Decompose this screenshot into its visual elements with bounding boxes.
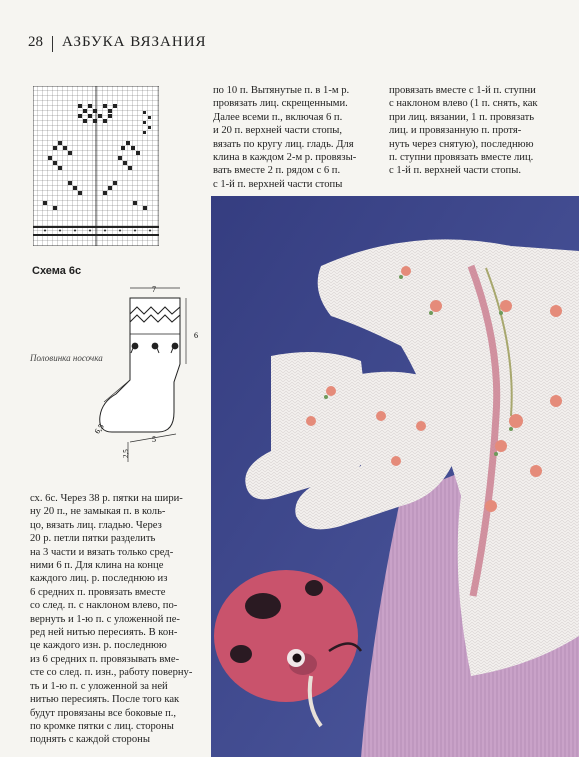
text-column-right <box>389 84 559 178</box>
dim-top: 7 <box>152 285 156 294</box>
text-line: провязать лиц. скрещенными. <box>213 98 348 110</box>
text-line: провязать вместе с 1-й п. ступни <box>389 85 536 96</box>
text-line: ними 6 п. Для клина на конце <box>30 560 164 572</box>
header-divider <box>52 36 53 52</box>
text-line: нуть через снятую), последнюю <box>389 138 534 150</box>
text-line: каждого лиц. р. последнюю из <box>30 573 168 585</box>
page-number: 28 <box>28 34 43 50</box>
text-line: вязать по кругу лиц. гладь. Для <box>213 138 354 150</box>
text-line: лиц. и провязанную п. протя- <box>389 125 522 137</box>
knitting-chart <box>33 86 159 246</box>
text-line: на 3 части и вязать только сред- <box>30 546 174 558</box>
sock-diagram <box>88 282 212 468</box>
text-line: по кромке пятки с лиц. стороны <box>30 720 174 732</box>
sock-caption: Половинка носочка <box>30 353 103 363</box>
text-line: с наклоном влево (1 п. снять, как <box>389 98 538 110</box>
text-column-middle <box>213 84 381 191</box>
text-line: по 10 п. Вытянутые п. в 1-м р. <box>213 85 350 96</box>
scheme-caption: Схема 6с <box>32 265 82 277</box>
text-line: п. ступни провязать вместе лиц. <box>389 152 534 164</box>
text-line: цо, вязать лиц. гладью. Через <box>30 519 162 531</box>
text-line: клина в каждом 2-м р. провязы- <box>213 152 357 164</box>
text-line: с 1-й п. верхней части стопы <box>213 178 343 190</box>
text-column-left <box>30 492 200 747</box>
knitwear-photo <box>211 196 579 757</box>
text-line: ред ней нитью пересиять. В кон- <box>30 627 178 639</box>
text-line: сте со след. п. изн., работу поверну- <box>30 667 193 679</box>
text-line: из 6 средних п. провязывать вме- <box>30 653 180 665</box>
text-line: и 20 п. верхней части стопы, <box>213 125 343 137</box>
text-line: вернуть и 1-ю п. с уложенной пе- <box>30 613 180 625</box>
text-line: поднять с каждой стороны <box>30 734 150 746</box>
text-line: 6 средних п. провязать вместе <box>30 586 166 598</box>
dim-left: 6,5 <box>92 422 106 436</box>
text-line: с 1-й п. верхней части стопы. <box>389 165 521 177</box>
page-header <box>28 34 208 56</box>
text-line: ну 20 п., не замыкая п. в коль- <box>30 506 166 518</box>
dim-right: 6 <box>194 331 198 340</box>
text-line: вать вместе 2 п. рядом с 6 п. <box>213 165 341 177</box>
text-line: це каждого изн. р. последнюю <box>30 640 167 652</box>
text-line: 20 р. петли пятки разделить <box>30 533 156 545</box>
text-line: будут провязаны все боковые п., <box>30 707 177 719</box>
dim-heel: 2,5 <box>122 449 130 458</box>
text-line: сх. 6с. Через 38 р. пятки на шири- <box>30 493 183 504</box>
text-line: Далее всеми п., включая 6 п. <box>213 111 343 123</box>
text-line: нитью пересиять. После того как <box>30 694 180 706</box>
text-line: при лиц. вязании, 1 п. провязать <box>389 111 535 123</box>
text-line: ть и 1-ю п. с уложенной за ней <box>30 680 168 692</box>
dim-bottom: 5 <box>152 435 156 444</box>
page-title: АЗБУКА ВЯЗАНИЯ <box>62 34 207 50</box>
text-line: со след. п. с наклоном влево, по- <box>30 600 178 612</box>
